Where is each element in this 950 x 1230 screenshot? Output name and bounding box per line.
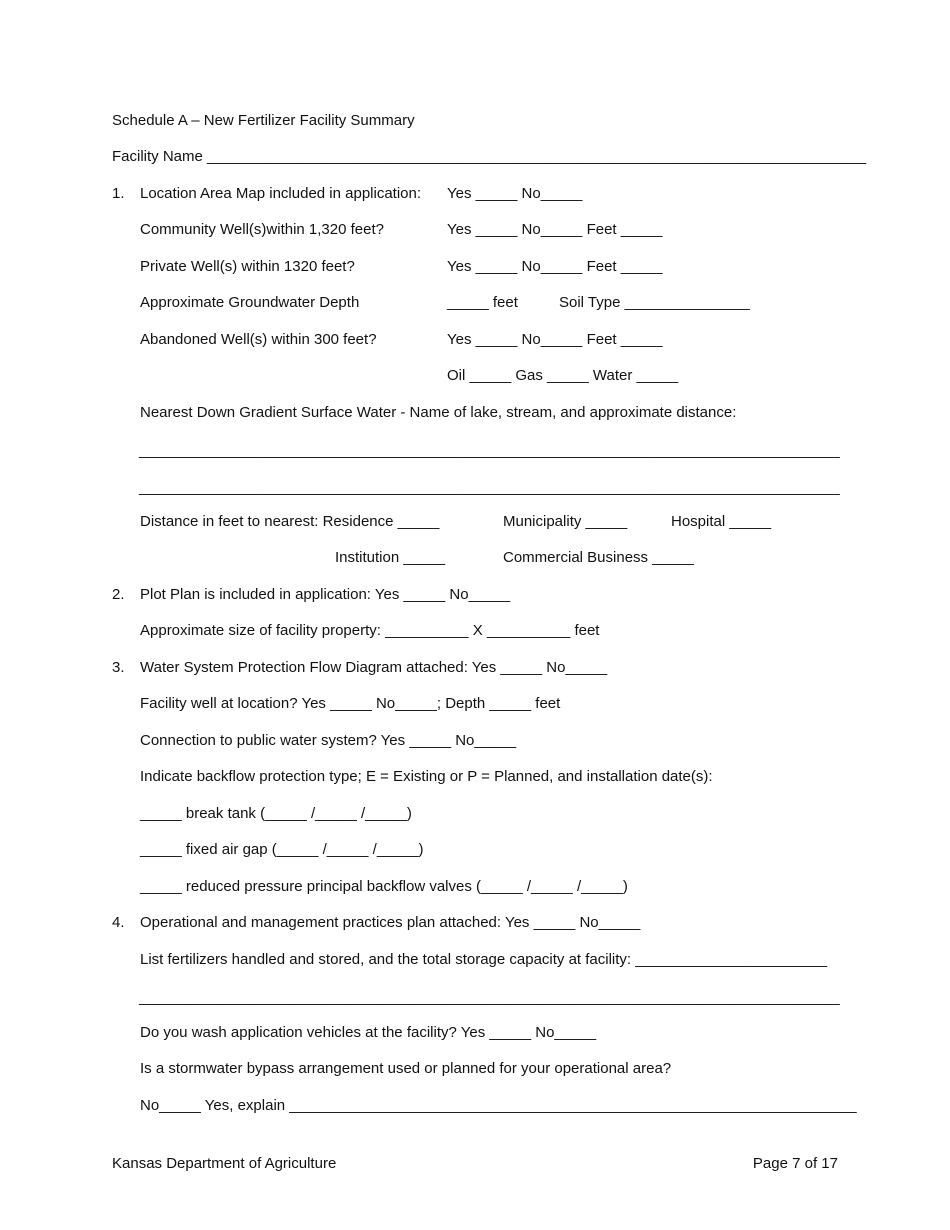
municipality-field[interactable]: Municipality _____ <box>503 513 628 530</box>
abandoned-well-answer[interactable]: Yes _____ No_____ Feet _____ <box>447 331 663 348</box>
facility-well-field[interactable]: Facility well at location? Yes _____ No_____; Depth _____ feet <box>140 695 561 712</box>
stormwater-question: Is a stormwater bypass arrangement used or planned for your operational area? <box>140 1060 672 1077</box>
hospital-field[interactable]: Hospital _____ <box>671 513 772 530</box>
break-tank-field[interactable]: _____ break tank (_____ /_____ /_____) <box>140 805 412 822</box>
section-4-number: 4. <box>112 914 125 931</box>
oil-gas-water-field[interactable]: Oil _____ Gas _____ Water _____ <box>447 367 679 384</box>
section-3-number: 3. <box>112 659 125 676</box>
surface-water-line-1[interactable]: ____________________________________________________________________________________ <box>139 442 840 459</box>
fixed-air-gap-field[interactable]: _____ fixed air gap (_____ /_____ /_____) <box>140 841 424 858</box>
community-well-answer[interactable]: Yes _____ No_____ Feet _____ <box>447 221 663 238</box>
backflow-instructions: Indicate backflow protection type; E = Existing or P = Planned, and installation date(s): <box>140 768 713 785</box>
institution-field[interactable]: Institution _____ <box>335 549 446 566</box>
groundwater-depth-label: Approximate Groundwater Depth <box>140 294 360 311</box>
flow-diagram-field[interactable]: Water System Protection Flow Diagram attached: Yes _____ No_____ <box>140 659 608 676</box>
facility-name-field[interactable]: Facility Name _______________________________________________________________________________ <box>112 148 867 165</box>
surface-water-line-2[interactable]: ____________________________________________________________________________________ <box>139 479 840 496</box>
ops-plan-field[interactable]: Operational and management practices plan attached: Yes _____ No_____ <box>140 914 641 931</box>
plot-plan-field[interactable]: Plot Plan is included in application: Yes _____ No_____ <box>140 586 511 603</box>
stormwater-explain-field[interactable]: No_____ Yes, explain ____________________________________________________________________ <box>140 1097 857 1114</box>
location-map-answer[interactable]: Yes _____ No_____ <box>447 185 583 202</box>
public-water-field[interactable]: Connection to public water system? Yes _____ No_____ <box>140 732 517 749</box>
commercial-business-field[interactable]: Commercial Business _____ <box>503 549 694 566</box>
schedule-title: Schedule A – New Fertilizer Facility Summary <box>112 112 415 129</box>
fertilizers-field[interactable]: List fertilizers handled and stored, and the total storage capacity at facility: _______________________ <box>140 951 828 968</box>
surface-water-label: Nearest Down Gradient Surface Water - Name of lake, stream, and approximate distance: <box>140 404 737 421</box>
location-map-label: Location Area Map included in application: <box>140 185 422 202</box>
footer-page-number: Page 7 of 17 <box>752 1155 838 1172</box>
private-well-answer[interactable]: Yes _____ No_____ Feet _____ <box>447 258 663 275</box>
abandoned-well-label: Abandoned Well(s) within 300 feet? <box>140 331 377 348</box>
community-well-label: Community Well(s)within 1,320 feet? <box>140 221 384 238</box>
footer-agency: Kansas Department of Agriculture <box>112 1155 337 1172</box>
section-1-number: 1. <box>112 185 125 202</box>
soil-type-field[interactable]: Soil Type _______________ <box>559 294 750 311</box>
wash-vehicles-field[interactable]: Do you wash application vehicles at the facility? Yes _____ No_____ <box>140 1024 597 1041</box>
property-size-field[interactable]: Approximate size of facility property: __________ X __________ feet <box>140 622 600 639</box>
section-2-number: 2. <box>112 586 125 603</box>
private-well-label: Private Well(s) within 1320 feet? <box>140 258 355 275</box>
distance-residence-field[interactable]: Distance in feet to nearest: Residence _____ <box>140 513 440 530</box>
groundwater-depth-answer[interactable]: _____ feet <box>447 294 518 311</box>
reduced-pressure-field[interactable]: _____ reduced pressure principal backflow valves (_____ /_____ /_____) <box>140 878 628 895</box>
fertilizers-line[interactable]: ____________________________________________________________________________________ <box>139 989 840 1006</box>
